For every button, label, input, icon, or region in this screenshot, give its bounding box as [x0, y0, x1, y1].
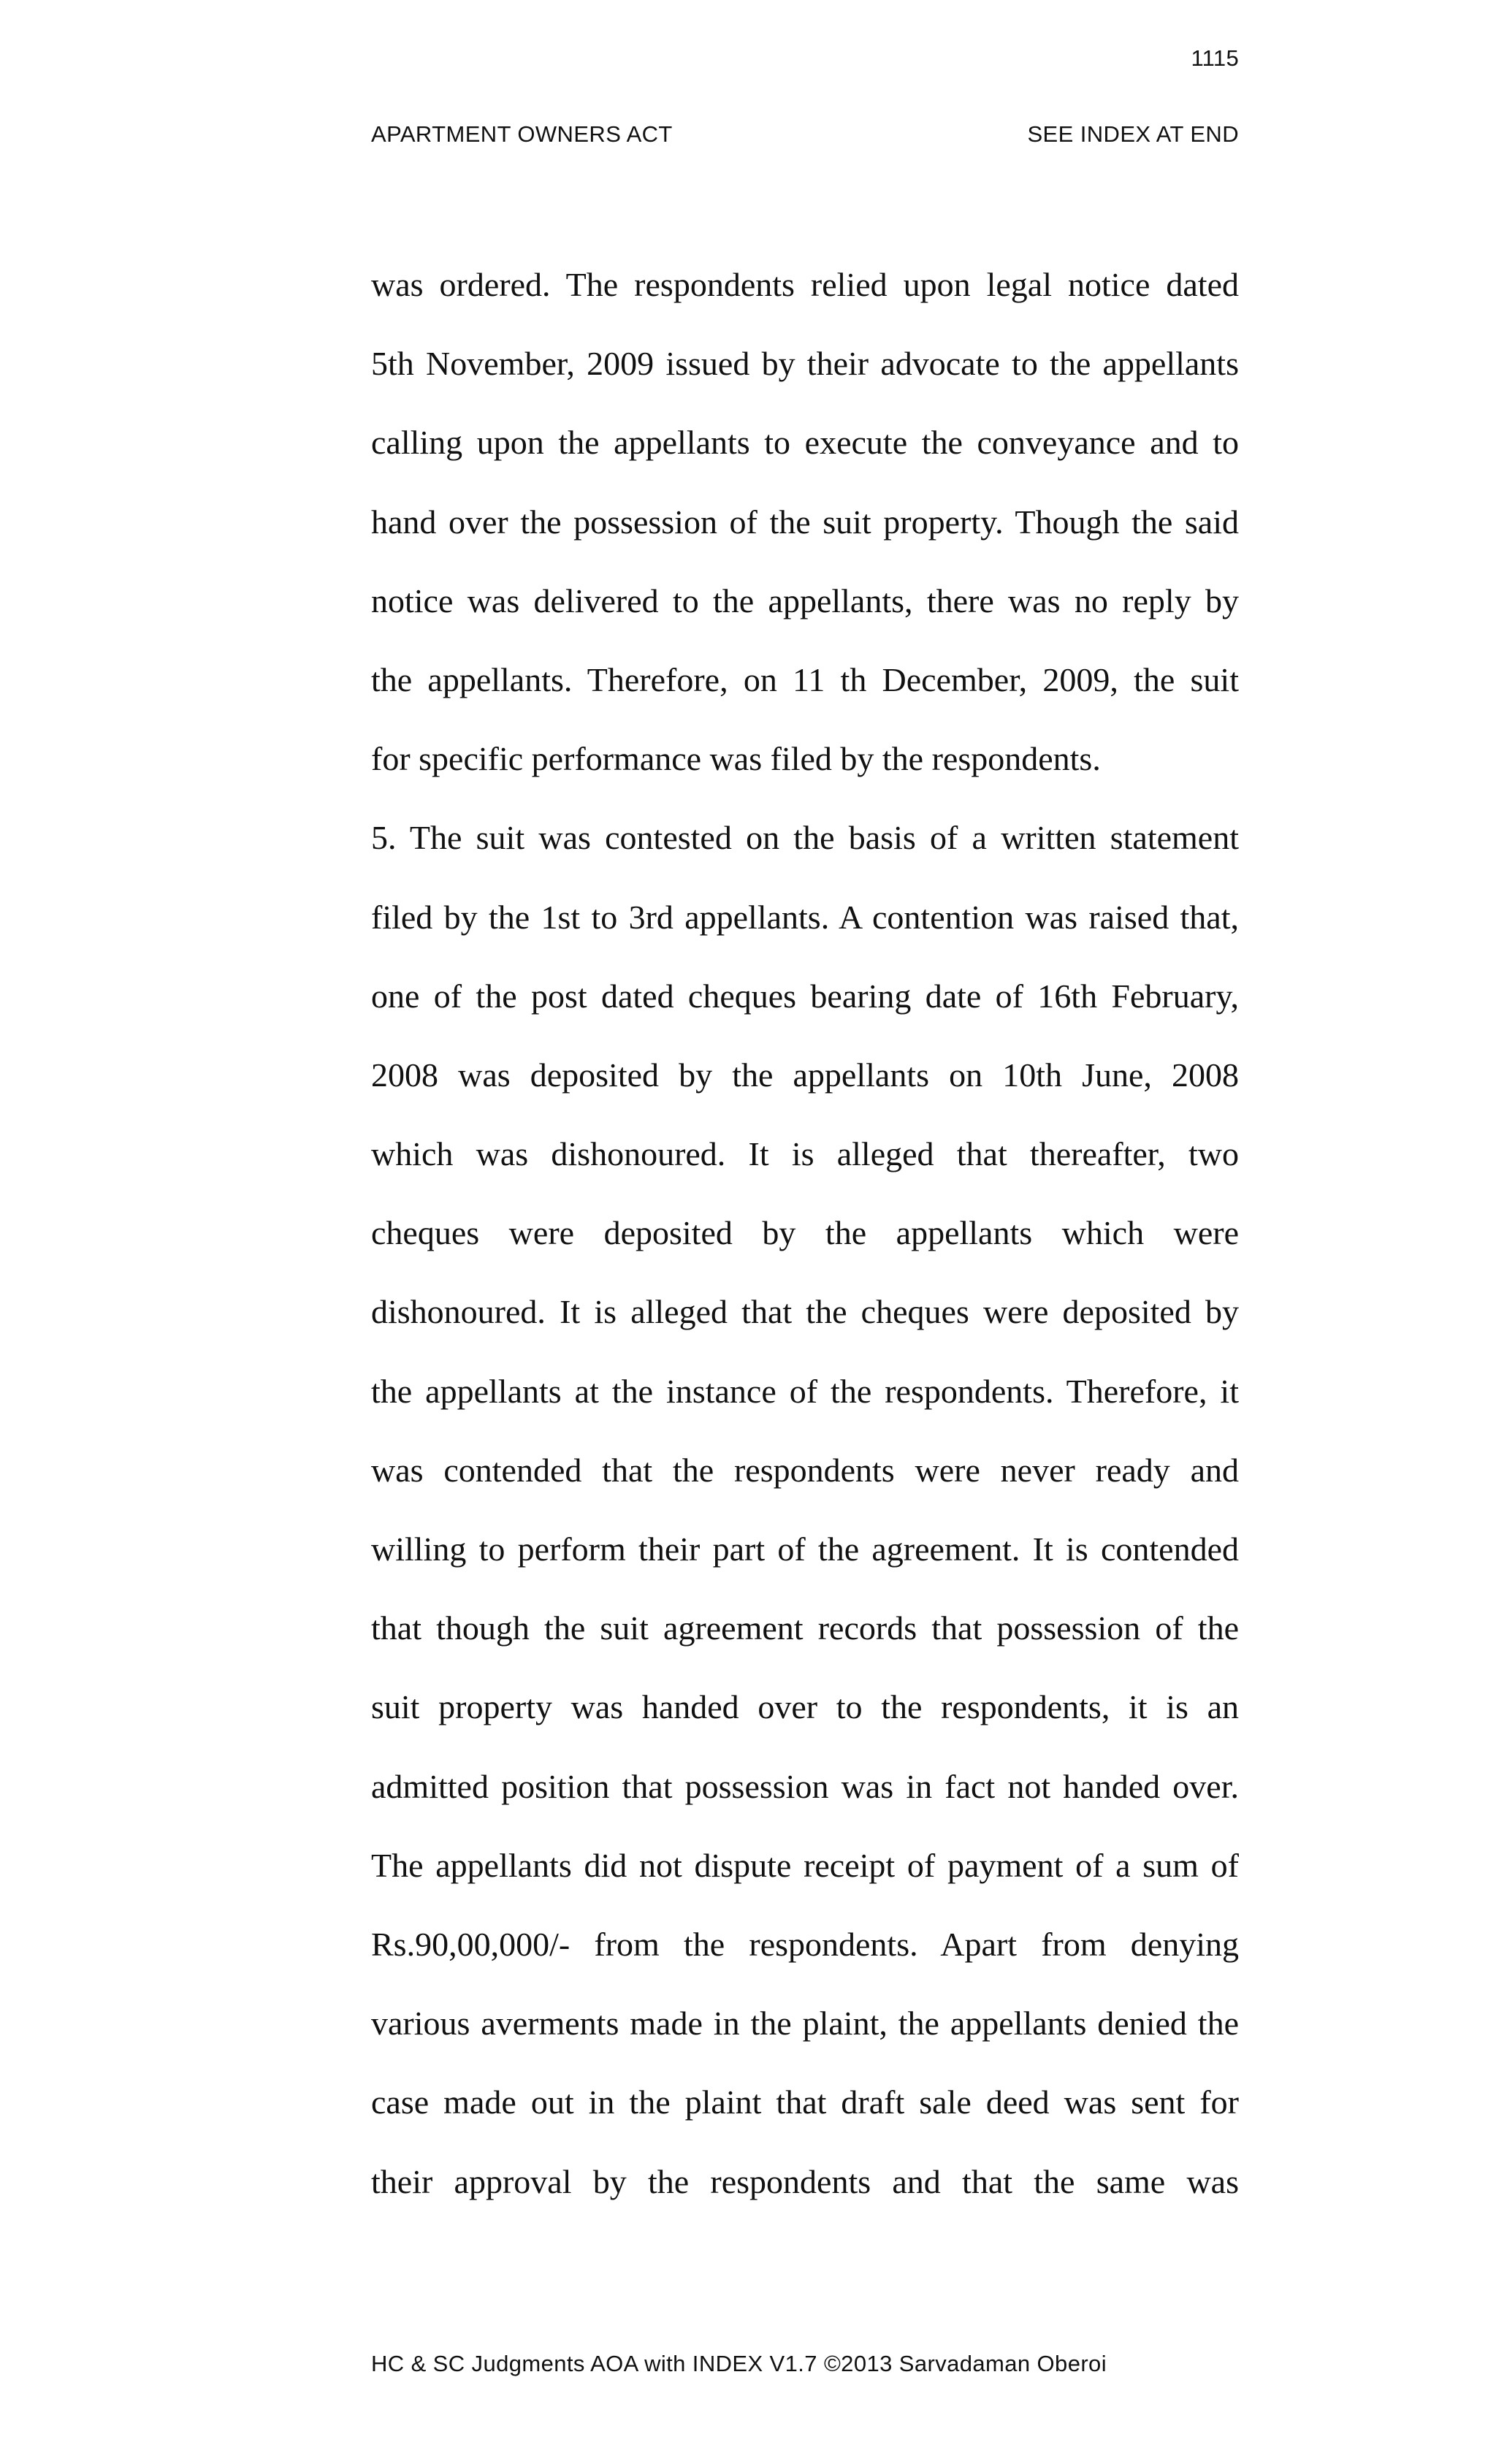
text-line: 2008 was deposited by the appellants on 10th June, 2008 — [371, 1056, 1239, 1094]
text-line: 5th November, 2009 issued by their advocate to the appellants — [371, 345, 1239, 383]
text-line: calling upon the appellants to execute the conveyance and to — [371, 424, 1239, 462]
page-number: 1115 — [1191, 45, 1239, 71]
running-header — [371, 121, 1239, 148]
text-line: suit property was handed over to the respondents, it is an — [371, 1688, 1239, 1726]
text-line: that though the suit agreement records that possession of the — [371, 1609, 1239, 1647]
page-footer: HC & SC Judgments AOA with INDEX V1.7 ©2013 Sarvadaman Oberoi — [371, 2351, 1107, 2376]
text-line: for specific performance was filed by the respondents. — [371, 740, 1101, 778]
body-text — [371, 257, 1239, 2233]
text-line: The appellants did not dispute receipt of payment of a sum of — [371, 1846, 1239, 1884]
text-line: was contended that the respondents were never ready and — [371, 1451, 1239, 1489]
text-line: admitted position that possession was in fact not handed over. — [371, 1767, 1239, 1805]
text-line: hand over the possession of the suit property. Though the said — [371, 503, 1239, 541]
text-line: the appellants. Therefore, on 11 th December, 2009, the suit — [371, 660, 1239, 698]
text-line: dishonoured. It is alleged that the cheques were deposited by — [371, 1293, 1239, 1331]
header-index-note: SEE INDEX AT END — [1027, 121, 1239, 147]
text-line: Rs.90,00,000/- from the respondents. Apart from denying — [371, 1925, 1239, 1963]
text-line: the appellants at the instance of the respondents. Therefore, it — [371, 1372, 1239, 1410]
text-line: willing to perform their part of the agreement. It is contended — [371, 1530, 1239, 1568]
text-line: notice was delivered to the appellants, there was no reply by — [371, 581, 1239, 619]
text-line: was ordered. The respondents relied upon legal notice dated — [371, 266, 1239, 303]
text-line: filed by the 1st to 3rd appellants. A contention was raised that, — [371, 898, 1239, 936]
text-line: 5. The suit was contested on the basis of a written statement — [371, 819, 1239, 857]
header-title: APARTMENT OWNERS ACT — [371, 121, 673, 147]
text-line: their approval by the respondents and that the same was — [371, 2162, 1239, 2200]
text-line: various averments made in the plaint, the appellants denied the — [371, 2005, 1239, 2042]
text-line: case made out in the plaint that draft sale deed was sent for — [371, 2083, 1239, 2121]
text-line: cheques were deposited by the appellants which were — [371, 1214, 1239, 1252]
text-line: one of the post dated cheques bearing date of 16th February, — [371, 977, 1239, 1015]
text-line: which was dishonoured. It is alleged that thereafter, two — [371, 1135, 1239, 1173]
